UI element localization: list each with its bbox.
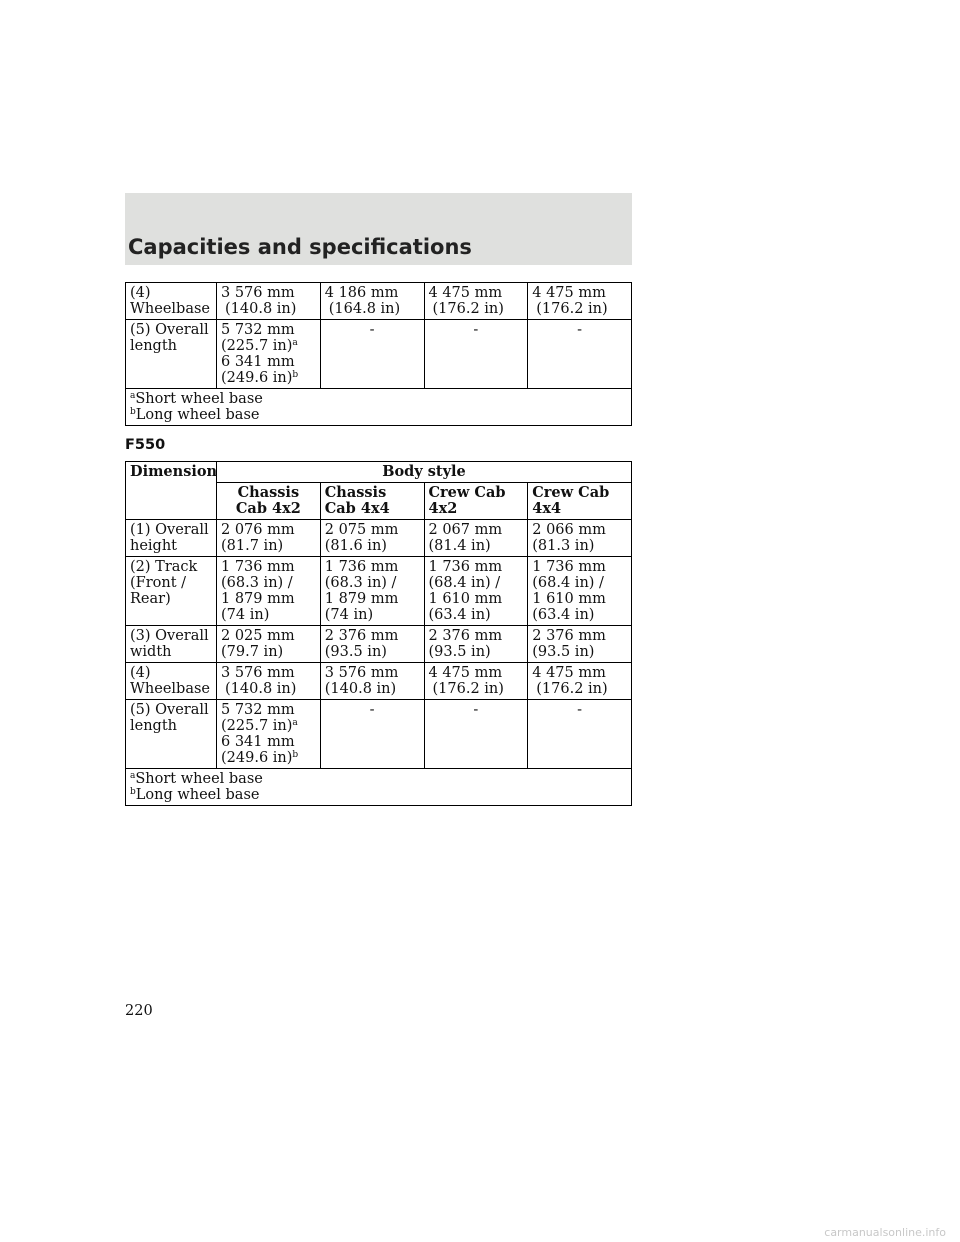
table-cell: 5 732 mm (225.7 in)$^a$ 6 341 mm (249.6 in)$^b$	[217, 700, 321, 769]
table-cell: 4 475 mm (176.2 in)	[424, 283, 528, 320]
table-row	[126, 626, 632, 663]
page-number: 220	[125, 1003, 153, 1019]
table-cell: 3 576 mm (140.8 in)	[217, 283, 321, 320]
table-cell: 4 475 mm (176.2 in)	[528, 663, 632, 700]
table-row	[126, 320, 632, 389]
table-cell: 2 066 mm (81.3 in)	[528, 520, 632, 557]
column-header: Chassis Cab 4x4	[320, 483, 424, 520]
column-header: Crew Cab 4x4	[528, 483, 632, 520]
table-cell: 2 067 mm (81.4 in)	[424, 520, 528, 557]
table-cell: -	[424, 700, 528, 769]
table-cell: 2 075 mm (81.6 in)	[320, 520, 424, 557]
table-cell: 3 576 mm (140.8 in)	[217, 663, 321, 700]
table-cell: -	[320, 320, 424, 389]
page-title: Capacities and specifications	[128, 235, 472, 259]
footnotes: $^a$Short wheel base $^b$Long wheel base	[126, 769, 632, 806]
table-cell: 2 376 mm (93.5 in)	[528, 626, 632, 663]
table-header-row	[126, 462, 632, 483]
table-row	[126, 663, 632, 700]
row-label: (5) Overall length	[126, 700, 217, 769]
table-cell: 2 376 mm (93.5 in)	[424, 626, 528, 663]
footnote-row	[126, 769, 632, 806]
table-cell: -	[528, 700, 632, 769]
spec-table-f550	[125, 461, 632, 806]
footnote-mark: b	[292, 750, 299, 760]
footnote-mark: a	[292, 718, 298, 728]
row-label: (4) Wheelbase	[126, 663, 217, 700]
footnote-mark: b	[292, 370, 299, 380]
table-cell: -	[320, 700, 424, 769]
table-row	[126, 520, 632, 557]
table-cell: 2 076 mm (81.7 in)	[217, 520, 321, 557]
column-header: Crew Cab 4x2	[424, 483, 528, 520]
header-body-style: Body style	[217, 462, 632, 483]
table-cell: 1 736 mm (68.3 in) / 1 879 mm (74 in)	[320, 557, 424, 626]
row-label: (1) Overall height	[126, 520, 217, 557]
table-row	[126, 557, 632, 626]
table-cell: 5 732 mm (225.7 in)$^a$ 6 341 mm (249.6 in)$^b$	[217, 320, 321, 389]
spec-table-continued	[125, 282, 632, 426]
section-header-band	[125, 193, 632, 265]
table-row	[126, 700, 632, 769]
table-cell: 2 376 mm (93.5 in)	[320, 626, 424, 663]
footnote-row	[126, 389, 632, 426]
table-cell: 4 475 mm (176.2 in)	[528, 283, 632, 320]
row-label: (5) Overall length	[126, 320, 217, 389]
row-label: (4) Wheelbase	[126, 283, 217, 320]
watermark: carmanualsonline.info	[824, 1226, 946, 1239]
table-cell: 3 576 mm (140.8 in)	[320, 663, 424, 700]
footnote-mark: a	[292, 338, 298, 348]
footnotes: $^a$Short wheel base $^b$Long wheel base	[126, 389, 632, 426]
table-row	[126, 283, 632, 320]
table-cell: -	[424, 320, 528, 389]
table-cell: 2 025 mm (79.7 in)	[217, 626, 321, 663]
row-label: (2) Track (Front / Rear)	[126, 557, 217, 626]
table-cell: -	[528, 320, 632, 389]
table-cell: 1 736 mm (68.3 in) / 1 879 mm (74 in)	[217, 557, 321, 626]
row-label: (3) Overall width	[126, 626, 217, 663]
header-dimension: Dimension	[126, 462, 217, 520]
section-title: F550	[125, 437, 166, 453]
column-header: Chassis Cab 4x2	[217, 483, 321, 520]
table-cell: 4 186 mm (164.8 in)	[320, 283, 424, 320]
table-cell: 4 475 mm (176.2 in)	[424, 663, 528, 700]
table-cell: 1 736 mm (68.4 in) / 1 610 mm (63.4 in)	[424, 557, 528, 626]
table-cell: 1 736 mm (68.4 in) / 1 610 mm (63.4 in)	[528, 557, 632, 626]
